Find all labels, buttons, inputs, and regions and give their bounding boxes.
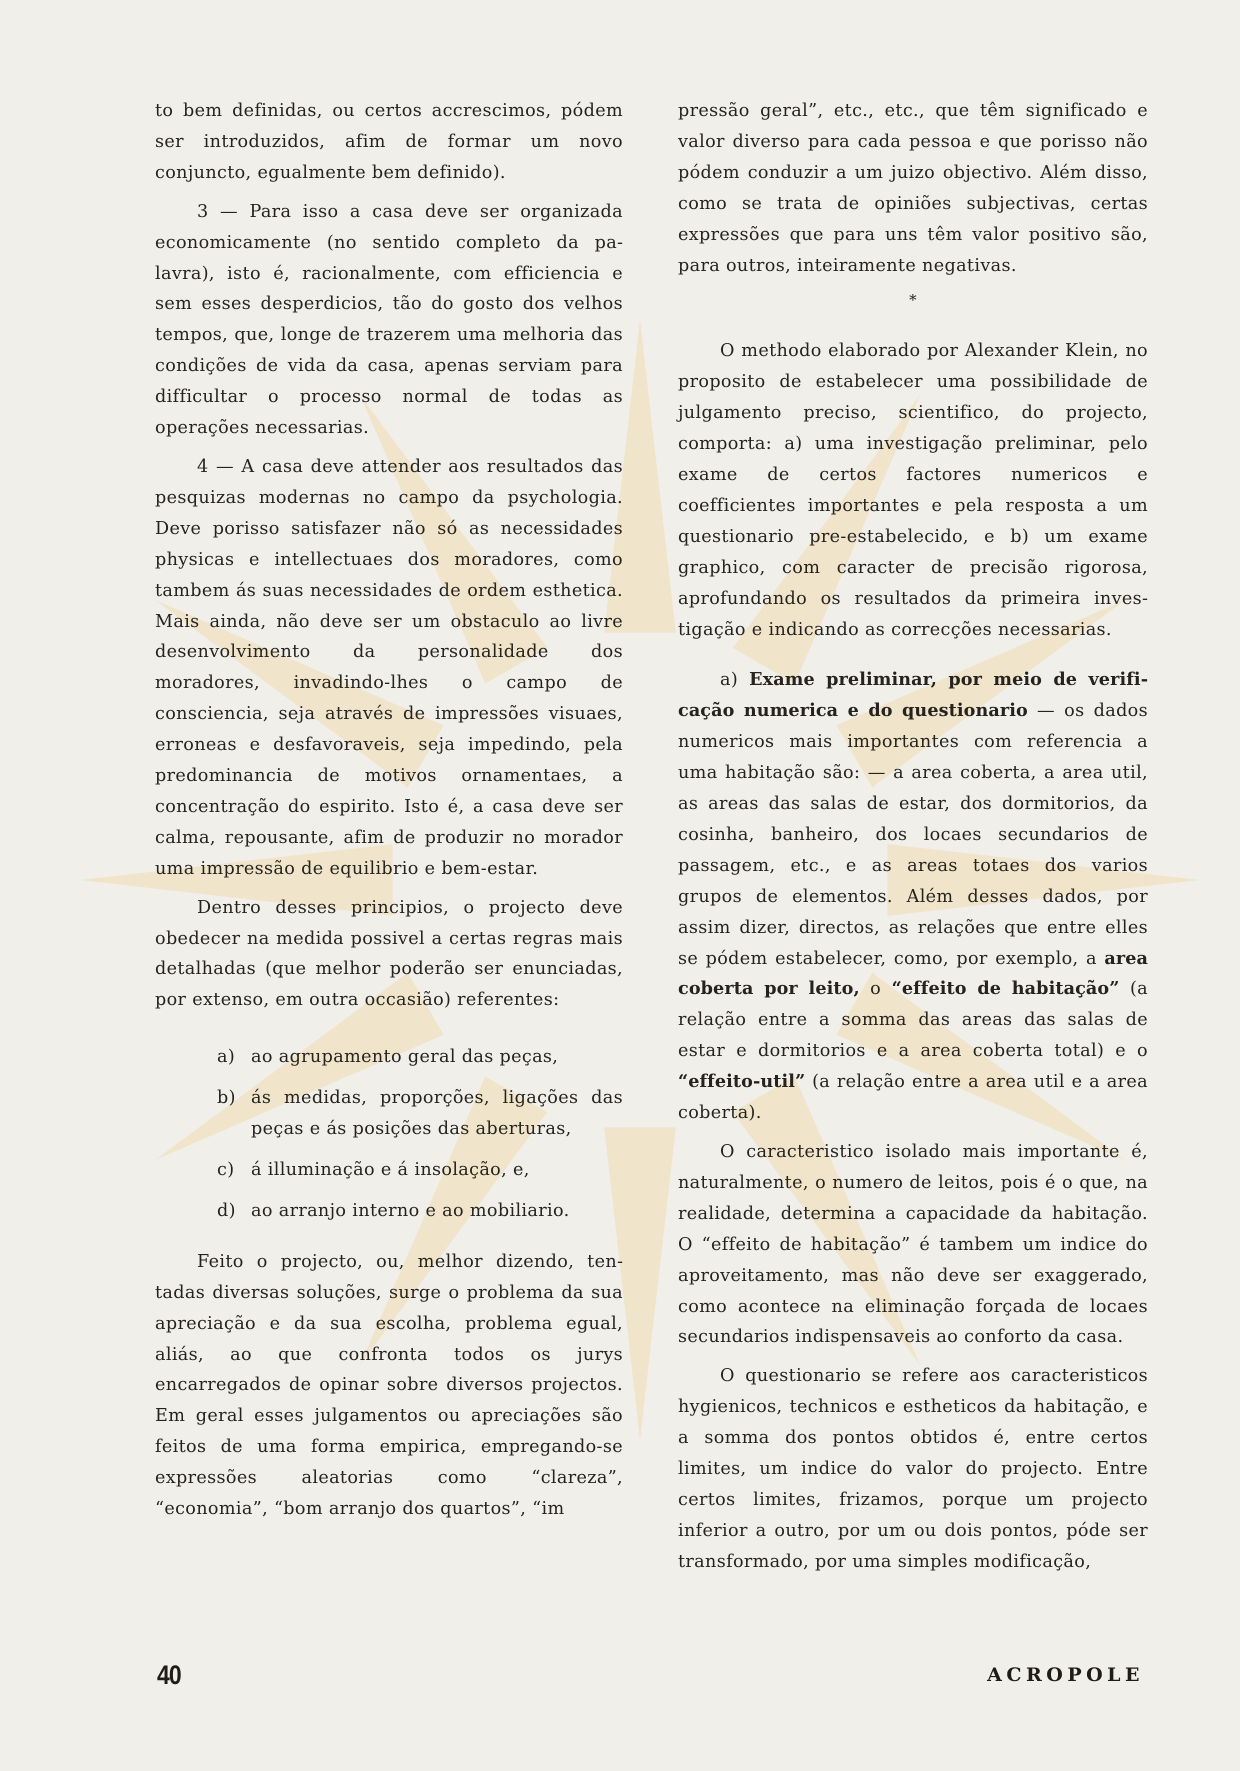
paragraph-continuation: pressão geral”, etc., etc., que têm significado e valor diverso para cada pessoa e que porisso não pódem conduzir a um juizo objectivo. Além disso, como se trata de opiniões subjectivas, certas expressões que para uns têm valor positivo são, para outros, inteiramente negativas. [678,101,1148,276]
left-column [155,96,623,1533]
list-text: ao arranjo interno e ao mobiliario. [251,1200,570,1221]
paragraph-preliminary-exam [678,665,1148,1129]
paragraph-characteristic: O caracteristico isolado mais importante é, naturalmente, o numero de leitos, pois é o que, na realidade, determina a capacidade da habitação. O “effeito de habitação” é tambem um indice do aproveitamento, mas não deve ser exaggerado, como acontece na eliminação forçada de locaes secundarios indispensaveis ao conforto da casa. [678,1142,1148,1348]
list-item [217,1155,623,1186]
list-marker: b) [217,1088,236,1109]
body-text: (a relação entre a somma das areas das salas de estar e dormitorios e a area coberta total) e o [678,979,1148,1062]
list-item [217,1196,623,1227]
paragraph-klein-method: O methodo elaborado por Alexander Klein, no proposito de estabelecer uma possibilidade de julgamento preciso, scientifico, do projecto, comporta: a) uma investigação preliminar, pelo exame de certos factores numericos e coefficientes importantes e pela resposta a um questionario pre-estabelecido, e b) um exame graphico, com caracter de precisão rigorosa, aprofundando os resultados da primeira investigação e indicando as correcções necessarias. [678,341,1148,640]
item-marker: a) [720,670,750,691]
paragraph-item-4: 4 — A casa deve attender aos resultados das pesquizas modernas no campo da psychologia. Deve porisso satisfazer não só as necessidades physicas e intellectuaes dos moradores, como tambem ás suas necessidades de ordem esthetica. Mais ainda, não deve ser um obstaculo ao livre desenvolvimento da personalidade dos moradores, invadindo-lhes o campo de consciencia, seja através de impressões visuaes, erroneas e desfavoraveis, seja impedindo, pela predominancia de motivos ornamentaes, a concentração do espirito. Isto é, a casa deve ser calma, repousante, afim de produzir no morador uma impressão de equilibrio e bem-estar. [155,456,623,879]
list-marker: c) [217,1160,235,1180]
paragraph-item-3: 3 — Para isso a casa deve ser organizada economicamente (no sentido completo da palavra), isto é, racionalmente, com efficiencia e sem esses desperdicios, tão do gosto dos velhos tempos, que, longe de trazerem uma melhoria das condições de vida da casa, apenas serviam para difficultar o processo normal de todas as operações necessarias. [155,201,623,439]
page-number: 40 [157,1660,181,1690]
list-item [217,1083,623,1145]
bold-term: area coberta por leito, [678,947,1148,1000]
list-marker: a) [217,1047,236,1068]
body-text: (a relação entre a area util e a area coberta). [678,1072,1148,1124]
list-text: ao agrupamento geral das peças, [251,1047,559,1068]
magazine-name: ACROPOLE [987,1664,1144,1686]
rules-list [217,1042,623,1227]
paragraph-continuation: to bem definidas, ou certos accrescimos, pódem ser introduzidos, afim de formar um novo conjuncto, egualmente bem definido). [155,101,623,183]
list-text: ás medidas, proporções, ligações das peças e ás posições das aberturas, [251,1088,623,1140]
paragraph-evaluation-problem: Feito o projecto, ou, melhor dizendo, tentadas diversas soluções, surge o problema da sua apreciação e da sua escolha, problema egual, aliás, ao que confronta todos os jurys encarregados de opinar sobre diversos projectos. Em geral esses julgamentos ou apreciações são feitos de uma forma empirica, empregando-se expressões aleatorias como “clareza”, “economia”, “bom arranjo dos quartos”, “im [155,1251,623,1520]
bold-heading: Exame preliminar, por meio de verificação numerica e do questionario [678,669,1148,722]
list-text: á illuminação e á insolação, e, [251,1160,530,1180]
paragraph-questionnaire: O questionario se refere aos caracteristicos hygienicos, technicos e estheticos da habitação, e a somma dos pontos obtidos é, entre certos limites, um indice do valor do projecto. Entre certos limites, frizamos, porque um projecto inferior a outro, por um ou dois pontos, póde ser transformado, por uma simples modificação, [678,1366,1148,1572]
list-item [217,1042,623,1073]
bold-term: “effeito-util” [678,1071,806,1093]
list-marker: d) [217,1200,236,1221]
section-separator-asterisk: * [909,291,917,310]
body-text: o [859,979,892,1000]
paragraph-principles: Dentro desses principios, o projecto deve obedecer na medida possivel a certas regras mais detalhadas (que melhor poderão ser enunciadas, por extenso, em outra occasião) referentes: [155,897,623,1011]
bold-term: “effeito de habitação” [891,978,1120,1000]
body-text: — os dados numericos mais importantes com referencia a uma habitação são: — a area coberta, a area util, as areas das salas de estar, dos dormitorios, da cosinha, banheiro, dos locaes secundarios de passagem, etc., e as areas totaes dos varios grupos de elementos. Além desses dados, por assim dizer, directos, as relações que entre elles se pódem estabelecer, como, por exemplo, a [678,701,1148,969]
right-column [678,96,1148,1586]
